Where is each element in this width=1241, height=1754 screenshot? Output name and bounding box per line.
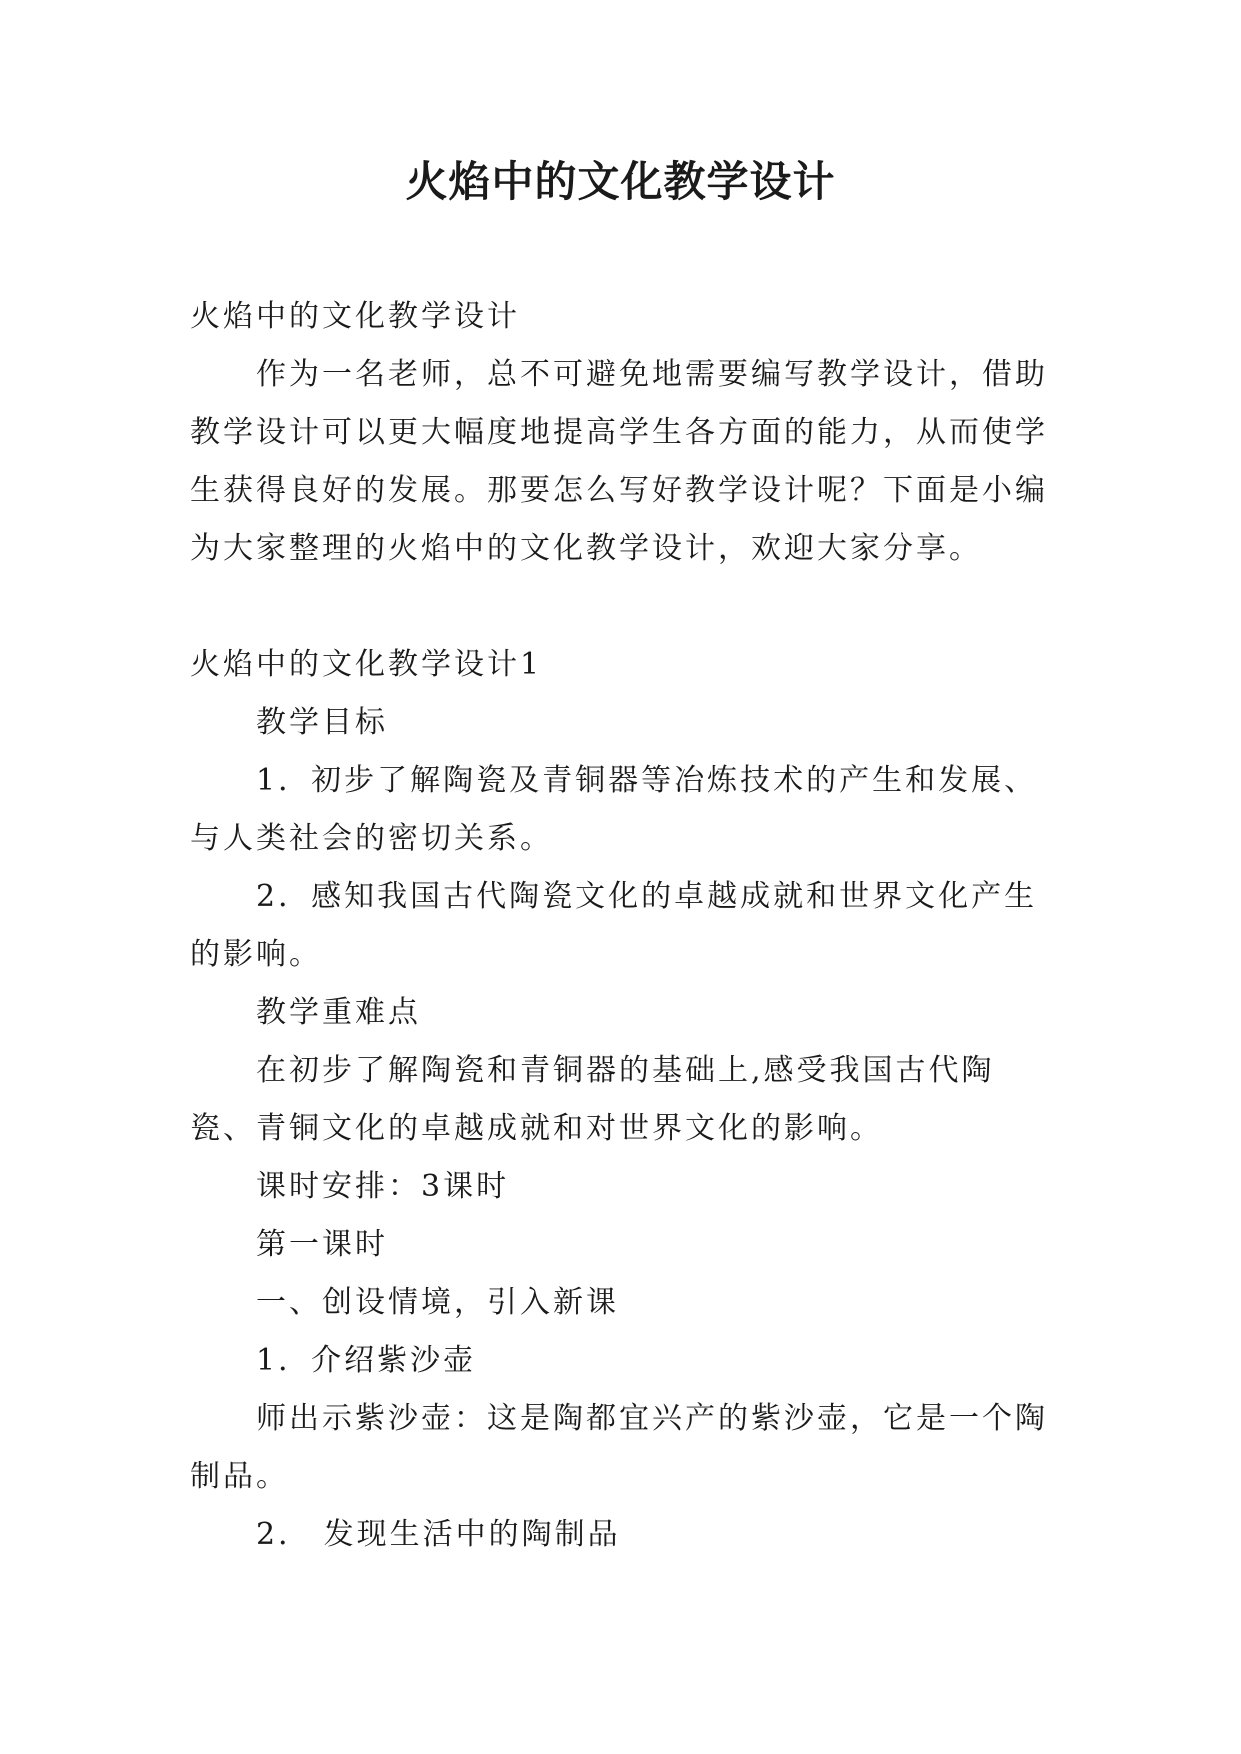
- goals-heading: 教学目标: [256, 705, 388, 740]
- goal-item-1: 1．初步了解陶瓷及青铜器等冶炼技术的产生和发展、与人类社会的密切关系。: [190, 763, 1038, 856]
- step-item-2: 2． 发现生活中的陶制品: [256, 1517, 621, 1552]
- step-item-1-text: 师出示紫沙壶：这是陶都宜兴产的紫沙壶，它是一个陶制品。: [190, 1401, 1048, 1494]
- subtitle: 火焰中的文化教学设计: [190, 299, 520, 334]
- document-body: [190, 288, 1058, 1564]
- key-points-heading: 教学重难点: [256, 995, 421, 1030]
- lesson-heading: 第一课时: [256, 1227, 388, 1262]
- document-title: 火焰中的文化教学设计: [405, 157, 836, 206]
- paragraph-gap: [190, 578, 1058, 636]
- intro-paragraph: 作为一名老师，总不可避免地需要编写教学设计，借助教学设计可以更大幅度地提高学生各方面的能力，从而使学生获得良好的发展。那要怎么写好教学设计呢？下面是小编为大家整理的火焰中的文化教学设计，欢迎大家分享。: [190, 357, 1048, 566]
- step-heading: 一、创设情境，引入新课: [256, 1285, 619, 1320]
- key-points-text: 在初步了解陶瓷和青铜器的基础上,感受我国古代陶瓷、青铜文化的卓越成就和对世界文化的影响。: [190, 1053, 995, 1146]
- step-item-1: 1．介绍紫沙壶: [256, 1343, 477, 1378]
- schedule-line: 课时安排：3课时: [256, 1169, 510, 1204]
- section-title: 火焰中的文化教学设计1: [190, 647, 543, 682]
- goal-item-2: 2．感知我国古代陶瓷文化的卓越成就和世界文化产生的影响。: [190, 879, 1038, 972]
